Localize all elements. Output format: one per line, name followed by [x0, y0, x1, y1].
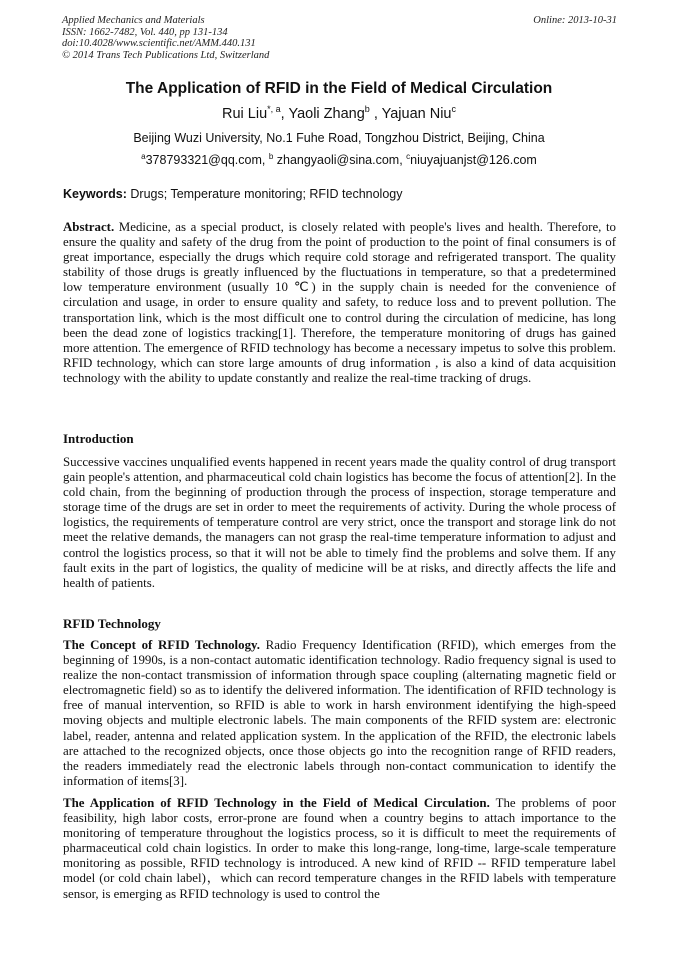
- author-emails: [0, 152, 678, 167]
- doi-line: doi:10.4028/www.scientific.net/AMM.440.131: [62, 38, 256, 49]
- author-list: [0, 104, 678, 122]
- author-separator: ,: [369, 106, 382, 122]
- author-name: Yaoli Zhang: [288, 106, 365, 122]
- email-superscript: b: [268, 152, 274, 161]
- author-superscript: b: [364, 104, 370, 114]
- abstract: [63, 220, 616, 386]
- author-superscript: c: [451, 104, 456, 114]
- paragraph-title: The Concept of RFID Technology.: [63, 638, 260, 652]
- paragraph-title: The Application of RFID Technology in the Field of Medical Circulation.: [63, 796, 490, 810]
- keywords: [63, 187, 616, 201]
- email-superscript: a: [141, 152, 146, 161]
- rfid-concept-paragraph: [63, 638, 616, 789]
- author-superscript: *, a: [267, 104, 281, 114]
- paper-title: The Application of RFID in the Field of Medical Circulation: [125, 80, 553, 97]
- copyright-line: © 2014 Trans Tech Publications Ltd, Switzerland: [62, 49, 270, 61]
- email-superscript: c: [406, 152, 411, 161]
- affiliation: Beijing Wuzi University, No.1 Fuhe Road, Tongzhou District, Beijing, China: [133, 131, 545, 145]
- journal-header: [62, 15, 617, 61]
- author-name: Yajuan Niu: [381, 106, 452, 122]
- email-address: 378793321@qq.com,: [145, 153, 269, 167]
- section-heading-rfid: RFID Technology: [63, 616, 161, 631]
- email-address: zhangyaoli@sina.com,: [273, 153, 407, 167]
- author-separator: ,: [280, 106, 289, 122]
- online-date: Online: 2013-10-31: [533, 15, 617, 26]
- rfid-application-paragraph: [63, 796, 616, 902]
- abstract-text: Medicine, as a special product, is closely related with people's lives and health. Therefore, to ensure the quality and safety of the drug from the point of production to the point of final consumers is of great importance, especially the drugs which require cold storage and refrigerated transport. The quality stability of those drugs is greatly influenced by the fluctuations in temperature, so that a predetermined low temperature environment (usually 10 ℃) in the supply chain is needed for the convenience of circulation and usage, in order to ensure quality and safety, to reduce loss and to prevent pollution. The transportation link, which is the most difficult one to control during the circulation of medicine, has long been the dead zone of logistics tracking[1]. Therefore, the temperature monitoring of drugs has gained more attention. The emergence of RFID technology has become a necessary impetus to solve this problem. RFID technology, which can store large amounts of drug information , is also a kind of data acquisition technology with the ability to update constantly and realize the real-time tracking of drugs.: [63, 220, 616, 385]
- author-name: Rui Liu: [222, 106, 268, 122]
- abstract-label: Abstract.: [63, 220, 115, 234]
- email-address: niuyajuanjst@126.com: [410, 153, 537, 167]
- keywords-text: Drugs; Temperature monitoring; RFID technology: [126, 187, 403, 201]
- introduction-paragraph: Successive vaccines unqualified events happened in recent years made the quality control of drug transport gain people's attention, and pharmaceutical cold chain logistics has become the focus of attention[2]. In the cold chain, from the beginning of production through the process of inspection, storage temperature and storage time of the drugs are set in order to meet the requirements of activity. During the whole process of logistics, the requirements of temperature control are very strict, once the transport and storage link do not meet the relative demands, the managers can not grasp the real-time temperature information to adjust and control the logistics process, so that it will not be able to timely find the problems and solve them. If any fault exits in the part of logistics, the quality of medicine will be at risks, and directly affects the life and health of patients.: [63, 455, 616, 590]
- paragraph-text: The problems of poor feasibility, high labor costs, error-prone are found when a country begins to attach importance to the monitoring of temperature throughout the logistics process, so it is difficult to meet the requirements of pharmaceutical cold chain logistics. In order to make this long-range, long-time, large-scale temperature monitoring as possible, RFID technology is introduced. A new kind of RFID -- RFID temperature label model (or cold chain label)，which can record temperature changes in the RFID labels with temperature sensor, is emerging as RFID technology is used to control the: [63, 796, 616, 901]
- journal-name: Applied Mechanics and Materials: [62, 15, 205, 26]
- paragraph-text: Radio Frequency Identification (RFID), which emerges from the beginning of 1990s, is a non-contact automatic identification technology. Radio frequency signal is used to realize the non-contact transmission of information through space coupling (alternating magnetic field or electromagnetic field) so as to identify the delivered information. The identification of RFID technology is free of manual intervention, so RFID is able to work in harsh environment identifying the high-speed moving objects and multiple electronic labels. The main components of the RFID system are: electronic label, reader, antenna and related application system. In the application of the RFID, the electronic labels are attached to the recognized objects, once those objects go into the recognition range of RFID readers, the readers immediately read the electronic labels through non-contact communication to identify the information of items[3].: [63, 638, 616, 788]
- keywords-label: Keywords:: [63, 187, 127, 201]
- section-heading-introduction: Introduction: [63, 431, 134, 446]
- issn-line: ISSN: 1662-7482, Vol. 440, pp 131-134: [62, 26, 228, 38]
